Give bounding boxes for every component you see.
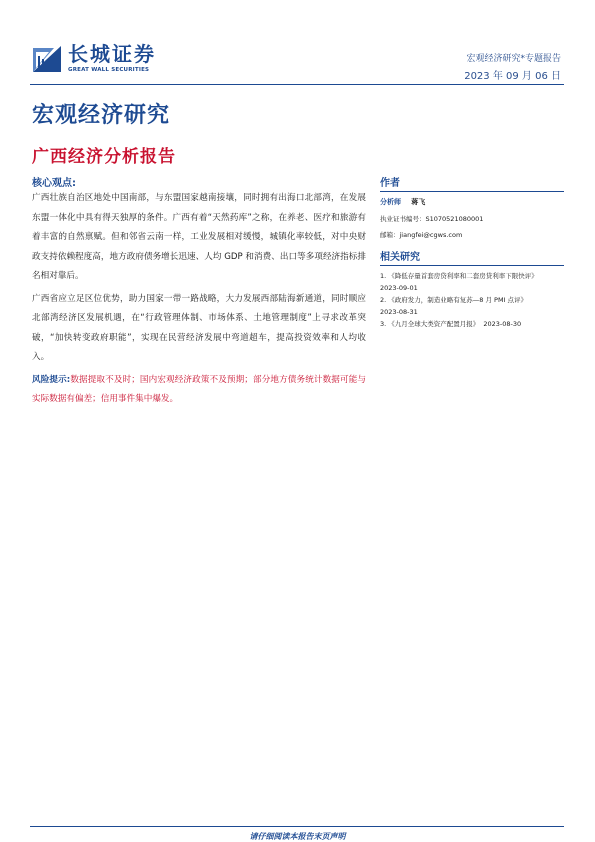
- analyst-row: [380, 197, 564, 207]
- header-divider: [30, 84, 564, 85]
- risk-warning: [32, 371, 366, 410]
- analyst-role: 分析师: [380, 198, 401, 206]
- brand-name-cn: 长城证券: [68, 42, 156, 66]
- core-view-paragraph: 广西省应立足区位优势，助力国家一带一路战略，大力发展西部陆海新通道，同时顺应北部湾经济区发展机遇，在“行政管理体制、市场体系、土地管理制度”上寻求改革突破，“加快转变政府职能”，实现在民营经济发展中弯道超车，提高投资效率和人均收入。: [32, 293, 366, 362]
- email-address[interactable]: jiangfei@cgws.com: [399, 231, 463, 239]
- report-date: 2023 年 09 月 06 日: [464, 71, 561, 82]
- core-view-paragraph: 广西壮族自治区地处中国南部，与东盟国家越南接壤，同时拥有出海口北部湾，在发展东盟一体化中具有得天独厚的条件。广西有着“天然药库”之称，在养老、医疗和旅游有着丰富的自然禀赋。但和邻省云南一样，工业发展相对缓慢，城镇化率较低，对中央财政支持依赖程度高，地方政府债务增长迅速、人均 GDP 和消费、出口等多项经济指标排名相对靠后。: [32, 193, 366, 281]
- license-number: S1070521080001: [425, 215, 484, 223]
- report-subtitle: 广西经济分析报告: [32, 147, 176, 167]
- brand-logo: [30, 42, 156, 78]
- related-item-title: 《降低存量首套房贷利率和二套房贷利率下限快评》: [388, 272, 538, 280]
- related-item-date: 2023-08-30: [483, 320, 522, 328]
- related-item[interactable]: [380, 294, 564, 318]
- related-item-date: 2023-08-31: [380, 308, 418, 316]
- core-views-heading: 核心观点:: [32, 178, 76, 189]
- related-list: [380, 270, 564, 330]
- author-section: [380, 174, 564, 239]
- footer-divider: [30, 826, 564, 827]
- license-label: 执业证书编号：: [380, 215, 426, 223]
- related-item[interactable]: [380, 318, 564, 330]
- brand-name-en: GREAT WALL SECURITIES: [68, 67, 150, 73]
- related-item-number: 3.: [380, 320, 387, 328]
- great-wall-logo-icon: [30, 42, 64, 76]
- related-research-section: [380, 248, 564, 330]
- related-item-title: 《九月全球大类资产配置月报》: [388, 320, 480, 328]
- risk-text: 数据提取不及时；国内宏观经济政策不及预期；部分地方债务统计数据可能与实际数据有偏差；信用事件集中爆发。: [32, 374, 366, 404]
- report-type: 宏观经济研究*专题报告: [466, 54, 561, 64]
- analyst-name: 蒋飞: [411, 198, 426, 206]
- risk-label: 风险提示:: [32, 374, 71, 385]
- author-heading: 作者: [380, 174, 564, 192]
- related-item-number: 1.: [380, 272, 387, 280]
- related-research-heading: 相关研究: [380, 248, 564, 266]
- related-item-title: 《政府发力，制造业略有复苏—8 月 PMI 点评》: [388, 296, 528, 304]
- report-title: 宏观经济研究: [32, 103, 171, 128]
- email-row: [380, 230, 564, 239]
- email-label: 邮箱：: [380, 231, 400, 239]
- footer-disclaimer: 请仔细阅读本报告末页声明: [249, 832, 346, 841]
- core-views-body: [32, 189, 366, 413]
- related-item[interactable]: [380, 270, 564, 294]
- related-item-date: 2023-09-01: [380, 284, 418, 292]
- related-item-number: 2.: [380, 296, 387, 304]
- license-row: [380, 214, 564, 223]
